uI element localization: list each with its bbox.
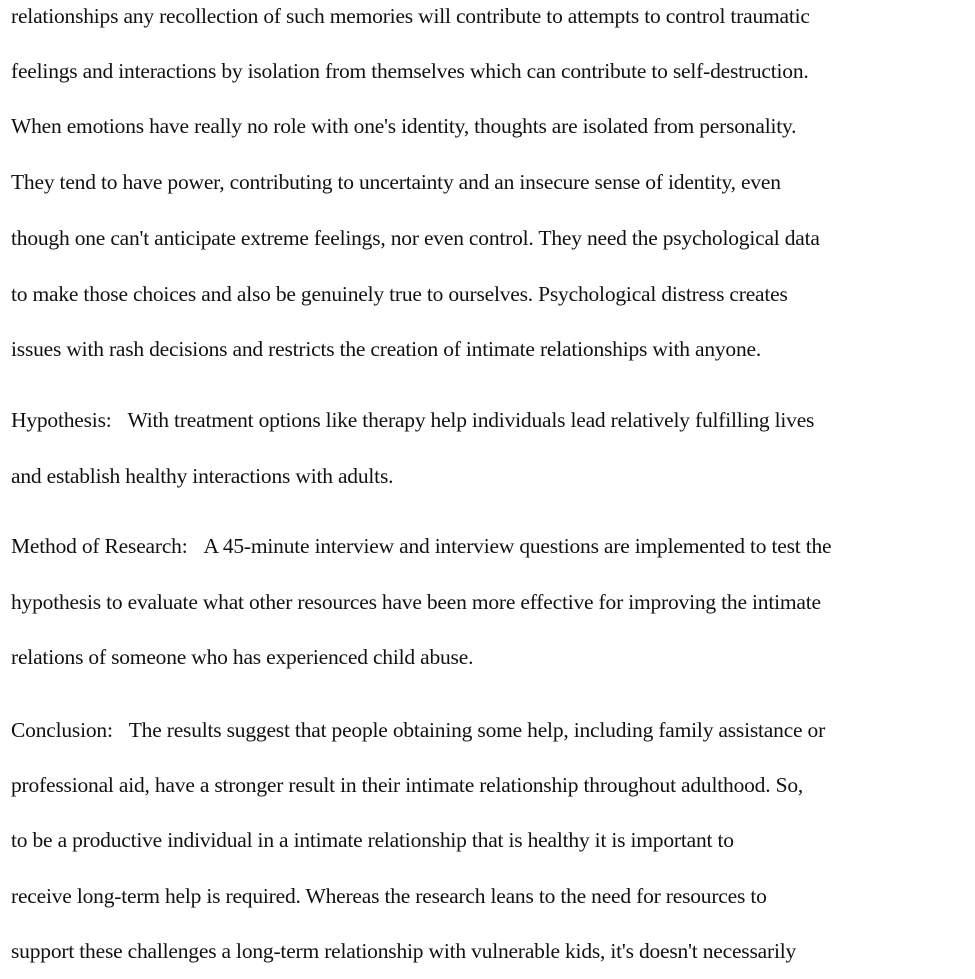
intro-line-1: relationships any recollection of such memories will contribute to attempts to control traumatic [11,4,810,28]
conclusion-first-line [11,717,825,743]
hypothesis-first-line [11,407,814,433]
intro-line-4: They tend to have power, contributing to uncertainty and an insecure sense of identity, even [11,170,781,194]
conclusion-line-4: receive long-term help is required. Whereas the research leans to the need for resources to [11,884,767,908]
intro-line-7: issues with rash decisions and restricts the creation of intimate relationships with anyone. [11,337,762,361]
intro-line-6: to make those choices and also be genuinely true to ourselves. Psychological distress creates [11,282,788,306]
method-line-3: relations of someone who has experienced child abuse. [11,645,474,669]
method-line-2: hypothesis to evaluate what other resources have been more effective for improving the intimate [11,590,821,614]
intro-line-5: though one can't anticipate extreme feelings, nor even control. They need the psychological data [11,226,820,250]
intro-line-3: When emotions have really no role with one's identity, thoughts are isolated from personality. [11,114,797,138]
conclusion-line-5: support these challenges a long-term relationship with vulnerable kids, it's doesn't necessarily [11,939,797,963]
conclusion-line-3: to be a productive individual in a intimate relationship that is healthy it is important to [11,828,734,852]
method-text: A 45-minute interview and interview questions are implemented to test the [203,534,832,558]
method-label: Method of Research: [11,534,188,558]
conclusion-line-2: professional aid, have a stronger result in their intimate relationship throughout adulthood. So, [11,773,804,797]
hypothesis-text: With treatment options like therapy help individuals lead relatively fulfilling lives [127,408,815,432]
conclusion-text: The results suggest that people obtaining some help, including family assistance or [128,718,826,742]
hypothesis-line-2: and establish healthy interactions with adults. [11,464,394,488]
conclusion-label: Conclusion: [11,718,113,742]
method-first-line [11,533,831,559]
intro-line-2: feelings and interactions by isolation from themselves which can contribute to self-destruction. [11,59,809,83]
hypothesis-label: Hypothesis: [11,408,112,432]
